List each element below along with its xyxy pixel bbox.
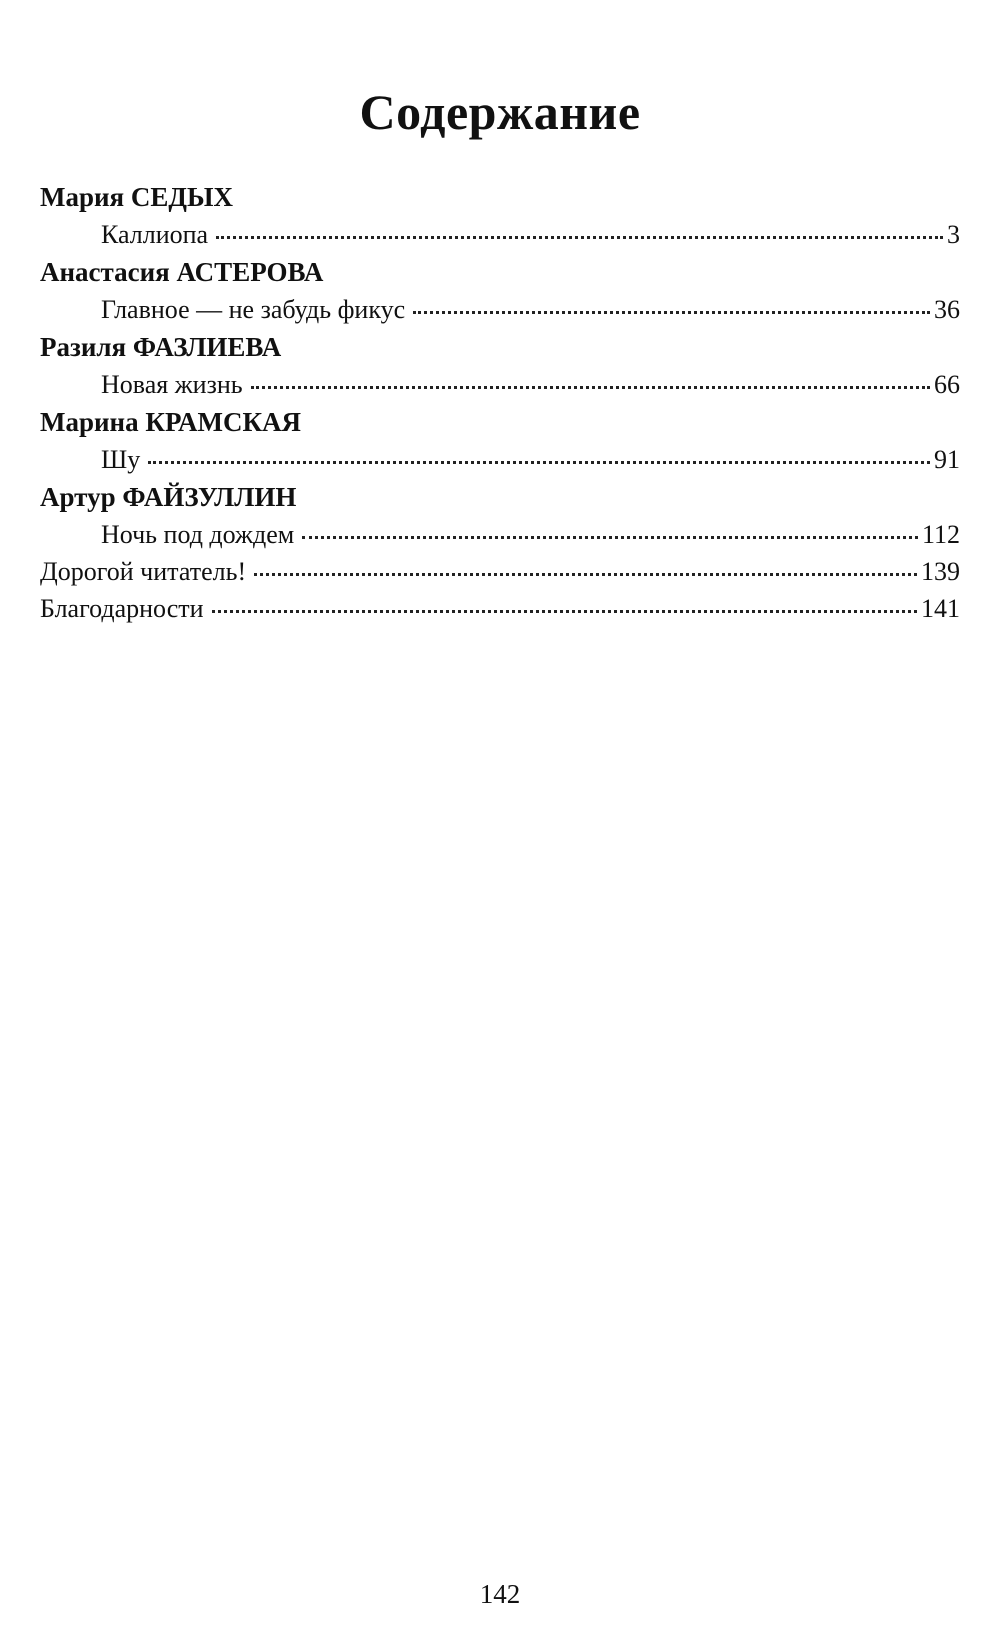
toc-entry-page: 66 — [934, 370, 960, 399]
toc-author-asterova: Анастасия АСТЕРОВА — [40, 257, 324, 287]
dot-leader — [251, 385, 930, 389]
toc-entry-page: 112 — [921, 520, 960, 549]
dot-leader — [148, 460, 930, 464]
toc-author-fazlieva: Разиля ФАЗЛИЕВА — [40, 332, 282, 362]
toc-entry-page: 91 — [934, 445, 960, 474]
toc-entry-glavnoe — [40, 291, 960, 328]
toc-entry-page: 36 — [934, 295, 960, 324]
toc-author-faizullin: Артур ФАЙЗУЛЛИН — [40, 482, 297, 512]
dot-leader — [302, 535, 918, 539]
page-number: 142 — [479, 1579, 521, 1609]
toc-entry-title: Новая жизнь — [101, 370, 243, 399]
dot-leader — [254, 572, 917, 576]
toc-entry-shu — [40, 441, 960, 478]
toc-entry-page: 141 — [921, 594, 960, 623]
toc-entry-kalliopa — [40, 216, 960, 253]
toc-entry-novaya-zhizn — [40, 366, 960, 403]
table-of-contents — [40, 178, 960, 627]
toc-entry-title: Каллиопа — [101, 220, 209, 249]
toc-author-kramskaya: Марина КРАМСКАЯ — [40, 407, 302, 437]
toc-entry-title: Благодарности — [40, 594, 204, 623]
dot-leader — [413, 310, 930, 314]
toc-entry-title: Ночь под дождем — [101, 520, 295, 549]
toc-entry-title: Дорогой читатель! — [40, 557, 247, 586]
toc-entry-title: Главное — не забудь фикус — [101, 295, 406, 324]
toc-entry-noch-pod-dozhdem — [40, 516, 960, 553]
toc-author-sedykh: Мария СЕДЫХ — [40, 182, 234, 212]
page-title: Содержание — [359, 84, 641, 140]
toc-entry-blagodarnosti — [40, 590, 960, 627]
toc-entry-page: 3 — [947, 220, 960, 249]
toc-entry-page: 139 — [921, 557, 960, 586]
toc-entry-dorogoi-chitatel — [40, 553, 960, 590]
dot-leader — [216, 235, 943, 239]
dot-leader — [212, 609, 917, 613]
toc-entry-title: Шу — [101, 445, 141, 474]
